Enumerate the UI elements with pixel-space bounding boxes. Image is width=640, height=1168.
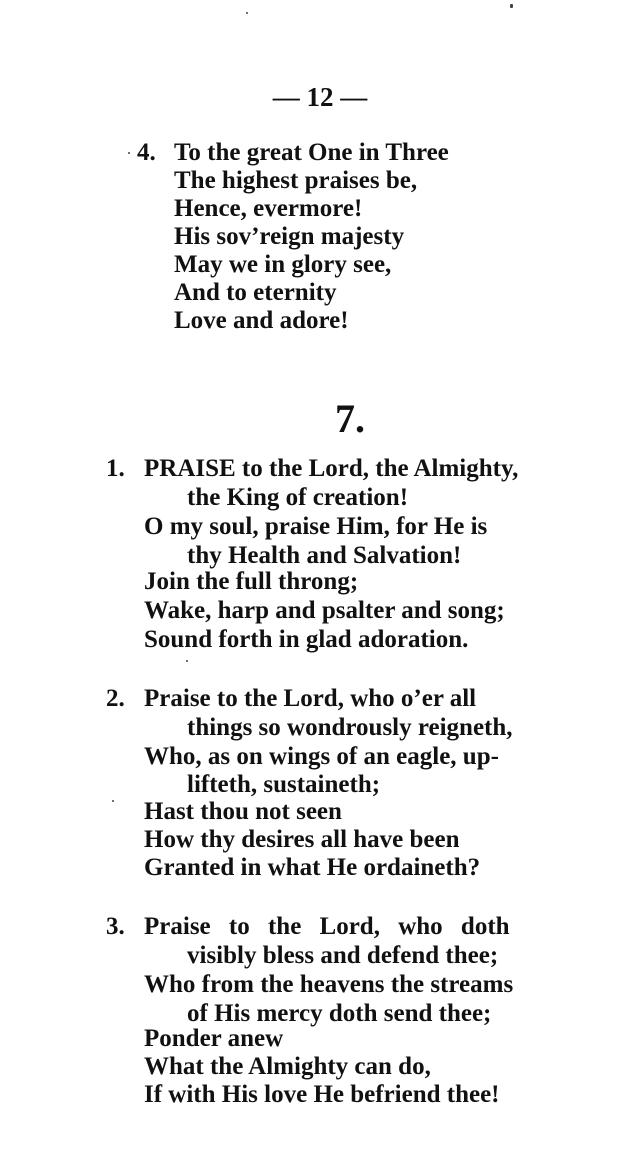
stanza-line: Wake, harp and psalter and song; bbox=[144, 597, 505, 624]
print-speck bbox=[246, 12, 248, 14]
print-speck bbox=[186, 660, 188, 662]
stanza-line: Hast thou not seen bbox=[144, 798, 342, 825]
print-speck bbox=[112, 800, 114, 802]
hymn-number: 7. bbox=[335, 396, 365, 441]
stanza-line: What the Almighty can do, bbox=[144, 1053, 431, 1080]
print-speck bbox=[128, 152, 130, 154]
stanza-line: PRAISE to the Lord, the Almighty, bbox=[144, 455, 519, 482]
stanza-line: lifteth, sustaineth; bbox=[187, 771, 381, 798]
stanza-line: To the great One in Three bbox=[174, 139, 449, 166]
stanza-line: Sound forth in glad adoration. bbox=[144, 626, 469, 653]
stanza-line: The highest praises be, bbox=[174, 167, 418, 194]
stanza-line: How thy desires all have been bbox=[144, 826, 460, 853]
stanza-line: Ponder anew bbox=[144, 1025, 284, 1052]
print-speck bbox=[510, 4, 513, 8]
page-number: — 12 — bbox=[272, 82, 368, 112]
stanza-line: of His mercy doth send thee; bbox=[187, 1000, 492, 1027]
stanza-line: Who from the heavens the streams bbox=[144, 971, 514, 998]
stanza-line: Praise to the Lord, who doth bbox=[144, 913, 510, 940]
stanza-line: May we in glory see, bbox=[174, 251, 392, 278]
stanza-number: 1. bbox=[106, 455, 125, 482]
stanza-number: 4. bbox=[137, 139, 156, 166]
stanza-line: visibly bless and defend thee; bbox=[187, 942, 499, 969]
stanza-line: the King of creation! bbox=[187, 484, 409, 511]
stanza-line: Who, as on wings of an eagle, up- bbox=[144, 743, 499, 770]
stanza-line: thy Health and Salvation! bbox=[187, 542, 462, 569]
stanza-line: And to eternity bbox=[174, 279, 337, 306]
stanza-line: things so wondrously reigneth, bbox=[187, 714, 513, 741]
stanza-number: 3. bbox=[106, 913, 125, 940]
stanza-line: If with His love He befriend thee! bbox=[144, 1081, 500, 1108]
stanza-number: 2. bbox=[106, 685, 125, 712]
stanza-line: O my soul, praise Him, for He is bbox=[144, 513, 488, 540]
stanza-line: Hence, evermore! bbox=[174, 195, 363, 222]
stanza-line: Join the full throng; bbox=[144, 568, 359, 595]
stanza-line: Granted in what He ordaineth? bbox=[144, 854, 481, 881]
stanza-line: Praise to the Lord, who o’er all bbox=[144, 685, 477, 712]
stanza-line: His sov’reign majesty bbox=[174, 223, 405, 250]
stanza-line: Love and adore! bbox=[174, 307, 349, 334]
